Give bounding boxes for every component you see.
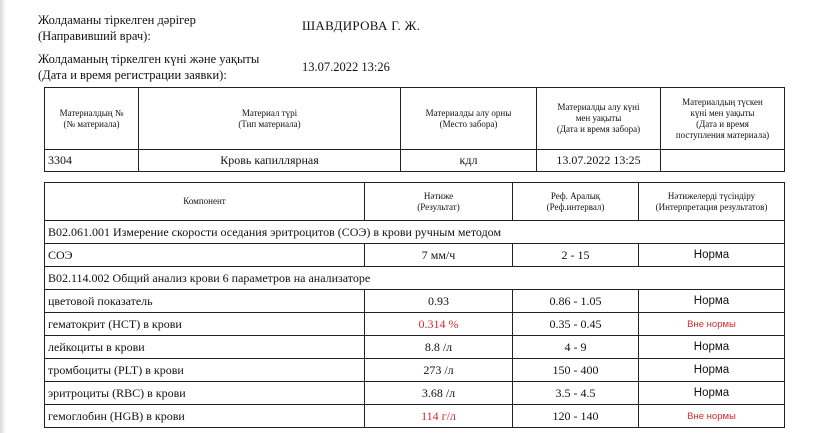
header-line: (Интерпретация результатов) [655, 201, 768, 212]
material-data-row [45, 150, 785, 172]
results-header-interpretation [639, 183, 785, 221]
material-header-place [401, 88, 537, 150]
result-value: 273 /л [365, 359, 513, 382]
registration-datetime-label [38, 51, 259, 83]
interpretation-abnormal: Вне нормы [639, 405, 785, 428]
component-name: СОЭ [45, 244, 365, 267]
header-line: (Реф.интервал) [546, 201, 605, 212]
table-row [45, 405, 785, 428]
header-line: Компонент [183, 196, 226, 206]
header-line: Материалды алу күні [557, 102, 640, 112]
header-line: Материал түрі [241, 107, 298, 118]
page-edge-shadow [0, 0, 6, 433]
interpretation: Норма [639, 244, 785, 267]
header-line: поступления материала) [675, 129, 770, 140]
component-name: эритроциты (RBC) в крови [45, 382, 365, 405]
header-line: (Дата и время забора) [556, 124, 641, 134]
result-value: 0.93 [365, 290, 513, 313]
material-header-row [45, 88, 785, 150]
results-table [44, 182, 785, 428]
reference-range: 4 - 9 [513, 336, 639, 359]
header-line: Нәтижелерді түсіндіру [667, 190, 756, 201]
section-row [45, 221, 785, 244]
interpretation: Норма [639, 359, 785, 382]
reference-range: 0.86 - 1.05 [513, 290, 639, 313]
header-line: Реф. Аралық [550, 190, 601, 201]
table-row [45, 336, 785, 359]
material-place: кдл [401, 150, 537, 172]
result-value: 7 мм/ч [365, 244, 513, 267]
header-line: (Место забора) [439, 118, 498, 129]
header-line: мен уақыты [575, 113, 622, 123]
component-name: гематокрит (HCT) в крови [45, 313, 365, 336]
material-received-date [661, 150, 785, 172]
interpretation-abnormal: Вне нормы [639, 313, 785, 336]
header-line: күні мен уақыты [690, 107, 755, 118]
registration-datetime-value: 13.07.2022 13:26 [302, 60, 390, 74]
header-line: Нәтиже [423, 190, 454, 201]
datetime-label-ru: (Дата и время регистрации заявки): [38, 68, 227, 82]
doctor-label [38, 12, 196, 44]
section-row [45, 267, 785, 290]
results-header-result [365, 183, 513, 221]
result-value: 8.8 /л [365, 336, 513, 359]
material-header-collection-date [537, 88, 661, 150]
reference-range: 120 - 140 [513, 405, 639, 428]
header-line: (Тип материала) [238, 118, 301, 129]
material-table [44, 87, 785, 172]
interpretation: Норма [639, 336, 785, 359]
results-header-component [45, 183, 365, 221]
component-name: тромбоциты (PLT) в крови [45, 359, 365, 382]
table-row [45, 359, 785, 382]
doctor-label-kz: Жолдаманы тіркелген дәрігер [38, 13, 196, 27]
reference-range: 150 - 400 [513, 359, 639, 382]
table-row [45, 244, 785, 267]
material-number: 3304 [45, 150, 139, 172]
results-header-reference [513, 183, 639, 221]
reference-range: 0.35 - 0.45 [513, 313, 639, 336]
header-line: (Дата и время [696, 118, 749, 129]
doctor-name: ШАВДИРОВА Г. Ж. [302, 18, 421, 33]
component-name: гемоглобин (HGB) в крови [45, 405, 365, 428]
table-row [45, 382, 785, 405]
header-line: Материалдың түскен [682, 96, 763, 107]
section-title: B02.061.001 Измерение скорости оседания эритроцитов (СОЭ) в крови ручным методом [45, 221, 785, 244]
table-row [45, 313, 785, 336]
reference-range: 2 - 15 [513, 244, 639, 267]
table-row [45, 290, 785, 313]
result-value-abnormal: 114 г/л [365, 405, 513, 428]
header-line: Материалды алу орны [425, 107, 512, 118]
result-value-abnormal: 0.314 % [365, 313, 513, 336]
material-header-type [139, 88, 401, 150]
header-line: (Результат) [417, 201, 460, 212]
interpretation: Норма [639, 290, 785, 313]
material-type: Кровь капиллярная [139, 150, 401, 172]
component-name: лейкоциты в крови [45, 336, 365, 359]
component-name: цветовой показатель [45, 290, 365, 313]
material-collection-date: 13.07.2022 13:25 [537, 150, 661, 172]
doctor-label-ru: (Направивший врач): [38, 29, 151, 43]
section-title: B02.114.002 Общий анализ крови 6 параметров на анализаторе [45, 267, 785, 290]
datetime-label-kz: Жолдаманың тіркелген күні және уақыты [38, 52, 260, 66]
header-line: (№ материала) [63, 118, 120, 129]
interpretation: Норма [639, 382, 785, 405]
results-header-row [45, 183, 785, 221]
material-header-number [45, 88, 139, 150]
material-header-received-date [661, 88, 785, 150]
result-value: 3.68 /л [365, 382, 513, 405]
reference-range: 3.5 - 4.5 [513, 382, 639, 405]
header-line: Материалдың № [59, 107, 124, 118]
